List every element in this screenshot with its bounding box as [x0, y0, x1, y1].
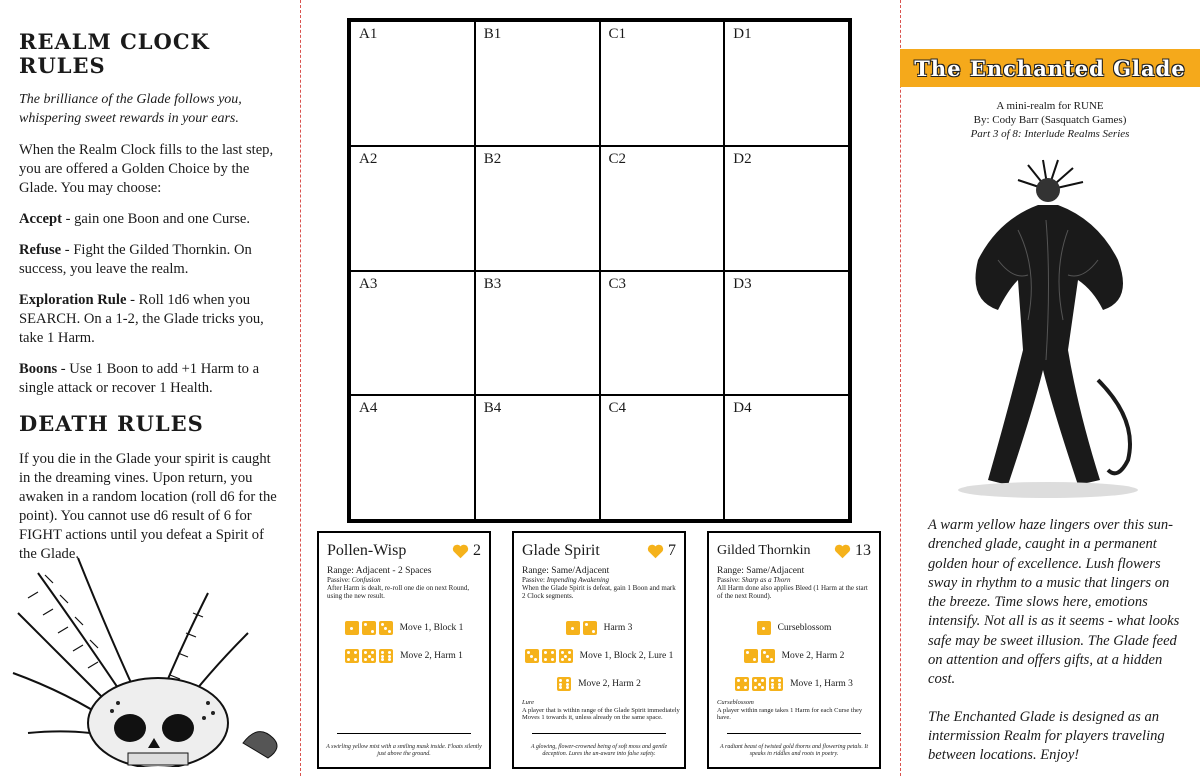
enemy-range: Range: Same/Adjacent	[522, 566, 610, 576]
enemy-health: 7	[668, 542, 676, 559]
action-text: Move 2, Harm 2	[578, 679, 641, 689]
map-cell[interactable]: C4	[600, 395, 725, 520]
die-icon	[362, 621, 376, 635]
realm-description	[928, 516, 1184, 776]
enemy-range: Range: Adjacent - 2 Spaces	[327, 566, 432, 576]
realm-clock-flavor: The brilliance of the Glade follows you, whispering sweet rewards in your ears.	[19, 92, 242, 126]
map-cell[interactable]: A1	[350, 21, 475, 146]
die-icon	[583, 621, 597, 635]
realm-author: By: Cody Barr (Sasquatch Games)	[973, 114, 1127, 126]
map-cell[interactable]: B4	[475, 395, 600, 520]
rule-boons: Boons - Use 1 Boon to add +1 Harm to a single attack or recover 1 Health.	[19, 361, 260, 396]
map-cell[interactable]: C2	[600, 146, 725, 271]
enemy-name: Glade Spirit	[522, 542, 600, 559]
action-row	[717, 642, 871, 670]
die-icon	[761, 649, 775, 663]
dice-group	[525, 649, 573, 663]
rules-column	[19, 30, 281, 576]
enemy-flavor: A swirling yellow mist with a smiling mask inside. Floats silently just above the ground.	[326, 744, 482, 757]
fold-line-left	[300, 0, 301, 776]
action-text: Curseblossom	[777, 623, 832, 633]
action-list	[522, 614, 676, 698]
realm-title: The Enchanted Glade	[914, 55, 1186, 81]
enemy-health: 13	[855, 542, 871, 559]
action-row	[717, 614, 871, 642]
dice-group	[735, 677, 783, 691]
die-icon	[557, 677, 571, 691]
die-icon	[769, 677, 783, 691]
realm-meta	[900, 99, 1200, 141]
thornkin-illustration	[928, 150, 1168, 506]
action-row	[522, 670, 676, 698]
card-divider	[337, 733, 471, 734]
action-text: Move 1, Harm 3	[790, 679, 853, 689]
realm-map-grid	[347, 18, 852, 523]
die-icon	[345, 621, 359, 635]
action-row	[327, 642, 481, 670]
die-icon	[559, 649, 573, 663]
action-row	[522, 614, 676, 642]
realm-clock-text: When the Realm Clock fills to the last step, you are offered a Golden Choice by the Glade. You may choose:	[19, 142, 274, 196]
map-cell[interactable]: C1	[600, 21, 725, 146]
heart-icon	[834, 543, 851, 560]
die-icon	[744, 649, 758, 663]
enemy-name: Gilded Thornkin	[717, 543, 811, 558]
title-banner	[900, 49, 1200, 87]
realm-series: Part 3 of 8: Interlude Realms Series	[970, 128, 1130, 140]
death-rules-text: If you die in the Glade your spirit is caught in the dreaming vines. Upon return, you awaken in a random location (roll d6 for the point). You cannot use d6 result of 6 for FIGHT actions until you defeat a Spirit of the Glade.	[19, 451, 277, 562]
rule-exploration: Exploration Rule - Roll 1d6 when you SEARCH. On a 1-2, the Glade tricks you, take 1 Harm.	[19, 292, 264, 346]
enemy-passive: Passive: Sharp as a Thorn All Harm done also applies Bleed (1 Harm at the start of the next Round).	[717, 576, 868, 600]
map-cell[interactable]: A2	[350, 146, 475, 271]
enemy-flavor: A radiant beast of twisted gold thorns and flowering petals. It speaks in riddles and roots in poetry.	[719, 744, 869, 757]
enemy-passive: Passive: Impending Awakening When the Glade Spirit is defeat, gain 1 Boon and mark 2 Clock segments.	[522, 576, 676, 600]
action-text: Move 1, Block 1	[399, 623, 464, 633]
map-cell[interactable]: B3	[475, 271, 600, 396]
map-cell[interactable]: B1	[475, 21, 600, 146]
enemy-flavor: A glowing, flower-crowned being of soft moss and gentle deception. Lures the un-aware into false safety.	[530, 744, 668, 757]
heart-icon	[647, 543, 664, 560]
dice-group	[566, 621, 597, 635]
die-icon	[757, 621, 771, 635]
action-text: Move 2, Harm 2	[781, 651, 845, 661]
enemy-name: Pollen-Wisp	[327, 542, 407, 559]
action-row	[717, 670, 871, 698]
enemy-card-glade-spirit	[512, 531, 686, 769]
realm-subtitle: A mini-realm for RUNE	[996, 100, 1104, 112]
action-text: Move 1, Block 2, Lure 1	[579, 651, 674, 661]
enemy-range: Range: Same/Adjacent	[717, 566, 805, 576]
map-cell[interactable]: D4	[724, 395, 849, 520]
die-icon	[379, 649, 393, 663]
rule-refuse: Refuse - Fight the Gilded Thornkin. On success, you leave the realm.	[19, 242, 252, 277]
death-rules-heading: DEATH RULES	[19, 411, 204, 436]
dice-group	[557, 677, 571, 691]
enemy-card-gilded-thornkin	[707, 531, 881, 769]
map-cell[interactable]: D1	[724, 21, 849, 146]
action-list	[327, 614, 481, 670]
realm-description-text: A warm yellow haze lingers over this sun-drenched glade, caught in a permanent golden hour of excellence. Lush flowers sway in rhythm to a music that lingers on the breeze. Time slows here, emotions intensify. Not all is as it seems - what looks safe may be sweet illusion. The Glade feed on attention and offers gifts, at a hidden cost.	[928, 517, 1180, 688]
realm-clock-heading: REALM CLOCK RULES	[19, 29, 210, 78]
action-text: Harm 3	[603, 623, 633, 633]
dice-group	[744, 649, 775, 663]
map-cell[interactable]: D3	[724, 271, 849, 396]
die-icon	[525, 649, 539, 663]
realm-description-note: The Enchanted Glade is designed as an intermission Realm for players traveling between locations. Enjoy!	[928, 708, 1165, 764]
die-icon	[345, 649, 359, 663]
action-list	[717, 614, 871, 698]
die-icon	[542, 649, 556, 663]
enemy-ability: Lure A player that is within range of the Glade Spirit immediately Moves 1 towards it, unless already on the same space.	[522, 699, 680, 721]
dice-group	[757, 621, 771, 635]
die-icon	[362, 649, 376, 663]
die-icon	[379, 621, 393, 635]
die-icon	[735, 677, 749, 691]
enemy-passive: Passive: Confusion After Harm is dealt, re-roll one die on next Round, using the new result.	[327, 576, 470, 600]
action-row	[327, 614, 481, 642]
die-icon	[566, 621, 580, 635]
enemy-card-pollen-wisp	[317, 531, 491, 769]
die-icon	[752, 677, 766, 691]
rule-accept: Accept - gain one Boon and one Curse.	[19, 211, 251, 227]
dice-group	[345, 621, 393, 635]
card-divider	[727, 733, 861, 734]
map-cell[interactable]: A3	[350, 271, 475, 396]
enemy-ability: Curseblossom A player within range takes 1 Harm for each Curse they have.	[717, 699, 863, 721]
map-cell[interactable]: C3	[600, 271, 725, 396]
action-text: Move 2, Harm 1	[400, 651, 463, 661]
map-cell[interactable]: D2	[724, 146, 849, 271]
map-cell[interactable]: B2	[475, 146, 600, 271]
dice-group	[345, 649, 393, 663]
skull-fern-illustration	[8, 553, 290, 767]
map-cell[interactable]: A4	[350, 395, 475, 520]
action-row	[522, 642, 676, 670]
enemy-health: 2	[473, 542, 481, 559]
card-divider	[532, 733, 666, 734]
heart-icon	[452, 543, 469, 560]
